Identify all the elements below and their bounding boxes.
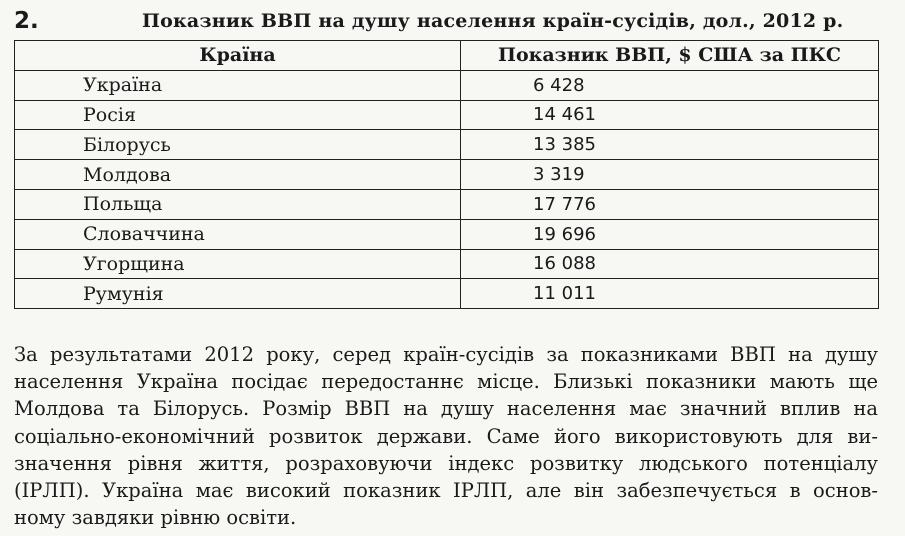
column-header-gdp: Показник ВВП, $ США за ПКС [461, 41, 879, 71]
table-row [15, 160, 879, 190]
paragraph-line: ному завдяки рівню освіти. [14, 506, 297, 530]
table-header-row [15, 41, 879, 71]
gdp-value-cell: 17 776 [461, 189, 879, 219]
paragraph-line: За результатами 2012 року, серед країн-сусідів за показниками ВВП на душу [14, 343, 878, 366]
table-row [15, 70, 879, 100]
gdp-value-cell: 3 319 [461, 160, 879, 190]
gdp-value-cell: 14 461 [461, 100, 879, 130]
table-row [15, 100, 879, 130]
task-number: 2. [14, 8, 39, 34]
gdp-table [14, 40, 879, 309]
table-row [15, 219, 879, 249]
gdp-value-cell: 6 428 [461, 70, 879, 100]
paragraph-line: Молдова та Білорусь. Розмір ВВП на душу населення має значний вплив на [14, 397, 878, 421]
gdp-value-cell: 16 088 [461, 249, 879, 279]
country-cell: Білорусь [15, 130, 461, 160]
country-cell: Угорщина [15, 249, 461, 279]
country-cell: Молдова [15, 160, 461, 190]
table-title: Показник ВВП на душу населення країн-сусідів, дол., 2012 р. [142, 10, 844, 32]
gdp-value-cell: 19 696 [461, 219, 879, 249]
country-cell: Румунія [15, 279, 461, 309]
paragraph-line: населення Україна посідає передостаннє місце. Близькі показники мають ще [14, 370, 878, 394]
country-cell: Словаччина [15, 219, 461, 249]
column-header-country: Країна [15, 41, 461, 71]
country-cell: Україна [15, 70, 461, 100]
gdp-value-cell: 13 385 [461, 130, 879, 160]
country-cell: Росія [15, 100, 461, 130]
explanation-paragraph [14, 341, 878, 531]
task-header [14, 4, 894, 38]
country-cell: Польща [15, 189, 461, 219]
table-row [15, 130, 879, 160]
paragraph-line: (ІРЛП). Україна має високий показник ІРЛП, але він забезпечується в основ- [14, 478, 878, 502]
paragraph-line: значення рівня життя, розраховуючи індекс розвитку людського потенціалу [14, 451, 878, 475]
gdp-value-cell: 11 011 [461, 279, 879, 309]
table-row [15, 279, 879, 309]
table-row [15, 249, 879, 279]
table-row [15, 189, 879, 219]
paragraph-line: соціально-економічний розвиток держави. Саме його використовують для ви- [14, 424, 878, 448]
